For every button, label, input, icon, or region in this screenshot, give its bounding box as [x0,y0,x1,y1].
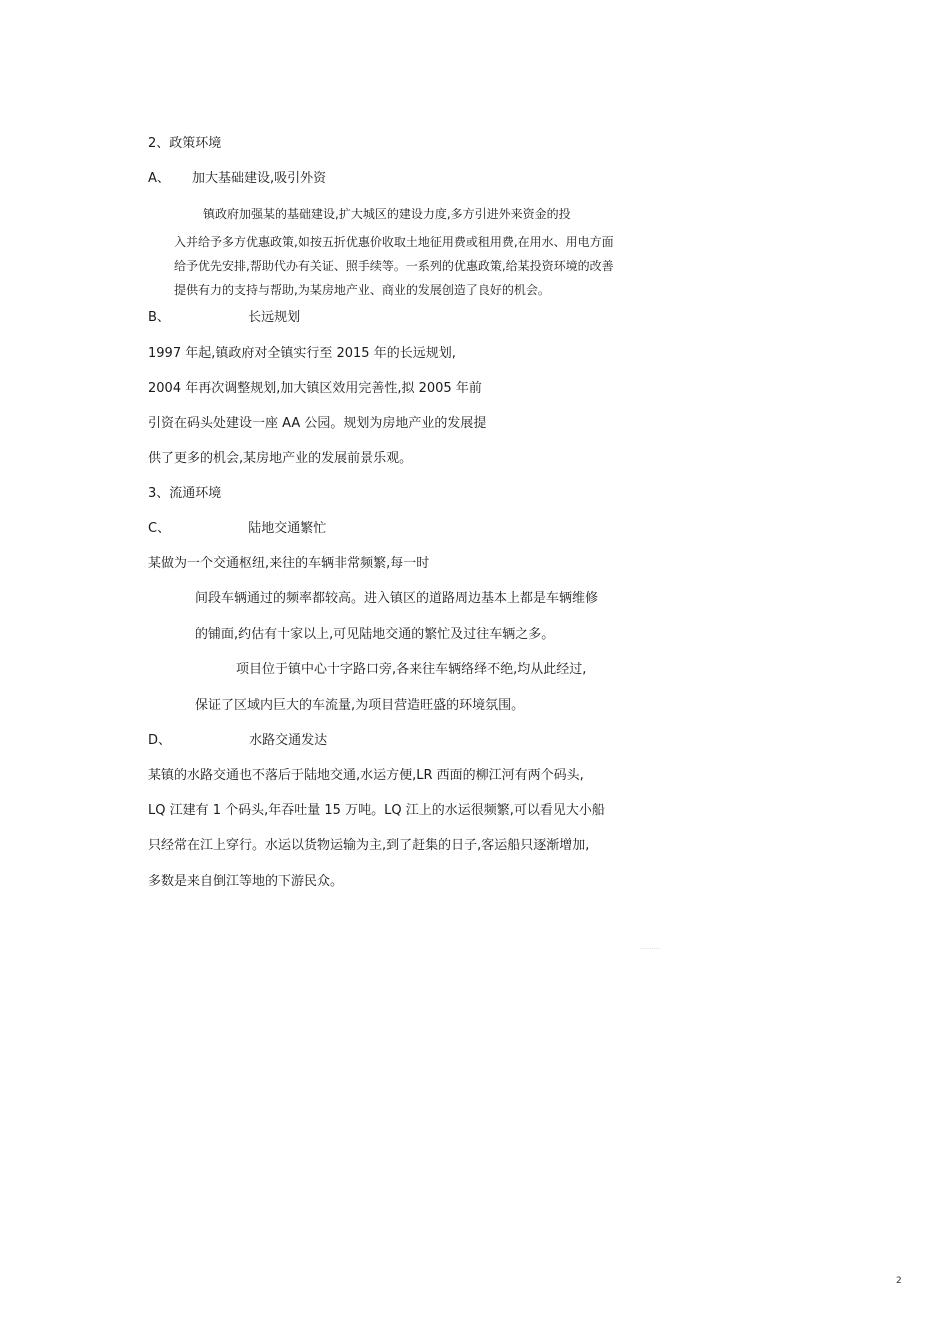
item-d-heading [148,732,327,750]
paragraph-line: 某镇的水路交通也不落后于陆地交通,水运方便,LR 西面的柳江河有两个码头, [148,768,584,783]
paragraph-line: 某做为一个交通枢纽,来往的车辆非常频繁,每一时 [148,556,430,571]
decorative-dots: ........... [640,944,661,951]
paragraph-line: 引资在码头处建设一座 AA 公园。规划为房地产业的发展提 [148,416,487,431]
paragraph-line: 供了更多的机会,某房地产业的发展前景乐观。 [148,451,413,466]
paragraph-line: 的铺面,约估有十家以上,可见陆地交通的繁忙及过往车辆之多。 [195,627,555,642]
paragraph-line: LQ 江建有 1 个码头,年吞吐量 15 万吨。LQ 江上的水运很频繁,可以看见大小船 [148,803,605,818]
paragraph-line: 给予优先安排,帮助代办有关证、照手续等。一系列的优惠政策,给某投资环境的改善 [174,259,614,273]
item-a-heading [148,170,326,188]
item-c-title: 陆地交通繁忙 [248,521,327,536]
paragraph-line: 多数是来自倒江等地的下游民众。 [148,874,344,889]
paragraph-line: 间段车辆通过的频率都较高。进入镇区的道路周边基本上都是车辆维修 [195,591,599,606]
paragraph-line: 只经常在江上穿行。水运以货物运输为主,到了赶集的日子,客运船只逐渐增加, [148,838,590,853]
paragraph-line: 入并给予多方优惠政策,如按五折优惠价收取土地征用费或租用费,在用水、用电方面 [174,235,614,249]
paragraph-line: 2004 年再次调整规划,加大镇区效用完善性,拟 2005 年前 [148,381,482,396]
item-c-heading [148,520,326,538]
paragraph-line: 保证了区域内巨大的车流量,为项目营造旺盛的环境氛围。 [195,698,525,713]
page-number: 2 [896,1276,902,1286]
paragraph-line: 提供有力的支持与帮助,为某房地产业、商业的发展创造了良好的机会。 [174,283,550,297]
item-a-title: 加大基础建设,吸引外资 [192,171,327,186]
item-c-marker: C、 [148,521,171,536]
item-a-marker: A、 [148,171,170,186]
paragraph-line: 1997 年起,镇政府对全镇实行至 2015 年的长远规划, [148,346,456,361]
item-b-heading [148,309,300,327]
section-heading-policy: 2、政策环境 [148,136,222,151]
item-b-title: 长远规划 [248,310,301,325]
paragraph-line: 镇政府加强某的基础建设,扩大城区的建设力度,多方引进外来资金的投 [203,207,571,221]
paragraph-line: 项目位于镇中心十字路口旁,各来往车辆络绎不绝,均从此经过, [236,662,587,677]
item-b-marker: B、 [148,310,170,325]
item-d-title: 水路交通发达 [249,733,328,748]
item-d-marker: D、 [148,733,172,748]
section-heading-circulation: 3、流通环境 [148,486,222,501]
